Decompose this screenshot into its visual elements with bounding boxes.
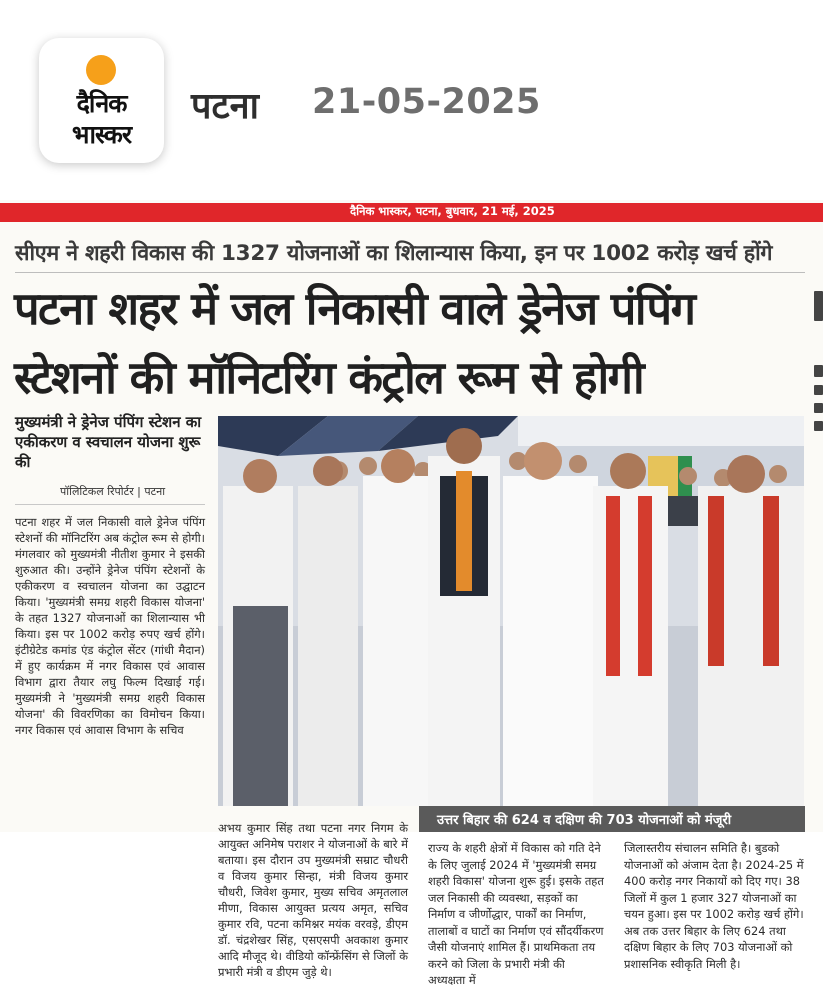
- adjacent-article-edge: [806, 285, 823, 445]
- logo-sun-icon: [86, 55, 116, 85]
- kicker-divider: [15, 272, 805, 273]
- logo-wordmark-line1: दैनिक: [76, 89, 127, 118]
- headline-line-2: स्टेशनों की मॉनिटरिंग कंट्रोल रूम से होगी: [14, 351, 644, 404]
- masthead-strip: [0, 203, 823, 222]
- kicker-headline: सीएम ने शहरी विकास की 1327 योजनाओं का शिलान्यास किया, इन पर 1002 करोड़ खर्च होंगे: [15, 241, 773, 266]
- byline: पॉलिटिकल रिपोर्टर | पटना: [60, 485, 166, 498]
- edition-date: 21-05-2025: [312, 82, 541, 122]
- section-banner: [419, 806, 805, 832]
- logo-wordmark-line2: भास्कर: [71, 120, 132, 149]
- edition-city: पटना: [191, 86, 259, 127]
- epaper-clipping[interactable]: [0, 200, 823, 987]
- app-header: [0, 0, 823, 200]
- article-column-2: अभय कुमार सिंह तथा पटना नगर निगम के आयुक्त अनिमेष पराशर ने योजनाओं के बारे में बताया। इस दौरान उप मुख्यमंत्री सम्राट चौधरी व विजय कुमार सिन्हा, मंत्री विजय कुमार चौधरी, जिवेश कुमार, मुख्य सचिव अमृतलाल मीणा, विकास आयुक्त प्रत्यय अमृत, सचिव कुमार रवि, पटना कमिश्नर मयंक वरवड़े, डीएम डॉ. चंद्रशेखर सिंह, एसएसपी अवकाश कुमार आदि मौजूद थे। वीडियो कॉन्फ्रेंसिंग से जिलों के प्रभारी मंत्री व डीएम जुड़े थे।: [218, 821, 408, 979]
- article-column-1: पटना शहर में जल निकासी वाले ड्रेनेज पंपिंग स्टेशनों की मॉनिटरिंग अब कंट्रोल रूम से होगी। मंगलवार को मुख्यमंत्री नीतीश कुमार ने इसकी शुरुआत की। उन्होंने ड्रेनेज पंपिंग स्टेशनों के एकीकरण व स्वचालन योजना का उद्घाटन किया। 'मुख्यमंत्री समग्र शहरी विकास योजना' के तहत 1327 योजनाओं का शिलान्यास भी किया। इस पर 1002 करोड़ रुपए खर्च होंगे। इंटीग्रेटेड कमांड एंड कंट्रोल सेंटर (गांधी मैदान) में हुए कार्यक्रम में नगर विकास एवं आवास विभाग द्वारा तैयार लघु फिल्म दिखाई गई। मुख्यमंत्री ने 'मुख्यमंत्री समग्र शहरी विकास योजना' की विवरणिका का विमोचन किया। नगर विकास एवं आवास विभाग के सचिव: [15, 515, 205, 737]
- news-photo: [218, 416, 804, 806]
- article-column-4: जिलास्तरीय संचालन समिति है। बुडको योजनाओं को अंजाम देता है। 2024-25 में 400 करोड़ नगर निकायों को दिए गए। 38 जिलों में कुल 1 हजार 327 योजनाओं का चयन हुआ। इस पर 1002 करोड़ खर्च होंगे। अब तक उत्तर बिहार के लिए 624 तथा दक्षिण बिहार के लिए 703 योजनाओं को प्रशासनिक स्वीकृति मिली है।: [624, 841, 804, 971]
- headline-line-1: पटना शहर में जल निकासी वाले ड्रेनेज पंपिंग: [14, 282, 695, 335]
- article-column-3: राज्य के शहरी क्षेत्रों में विकास को गति देने के लिए जुलाई 2024 में 'मुख्यमंत्री समग्र शहरी विकास' योजना शुरू हुई। इसके तहत जल निकासी की व्यवस्था, सड़कों का निर्माण व जीर्णोद्धार, पार्कों का निर्माण, तालाबों व घाटों का निर्माण एवं सौंदर्यीकरण जैसी योजनाएं शामिल हैं। प्राथमिकता तय करने को जिला के प्रभारी मंत्री की अध्यक्षता में: [428, 841, 604, 987]
- section-banner-text: उत्तर बिहार की 624 व दक्षिण की 703 योजनाओं को मंजूरी: [437, 813, 732, 828]
- article-subhead: मुख्यमंत्री ने ड्रेनेज पंपिंग स्टेशन का एकीकरण व स्वचालन योजना शुरू की: [15, 413, 202, 471]
- byline-divider: [15, 504, 205, 505]
- masthead-strip-text: दैनिक भास्कर, पटना, बुधवार, 21 मई, 2025: [350, 204, 555, 218]
- dainik-bhaskar-logo[interactable]: [39, 38, 164, 163]
